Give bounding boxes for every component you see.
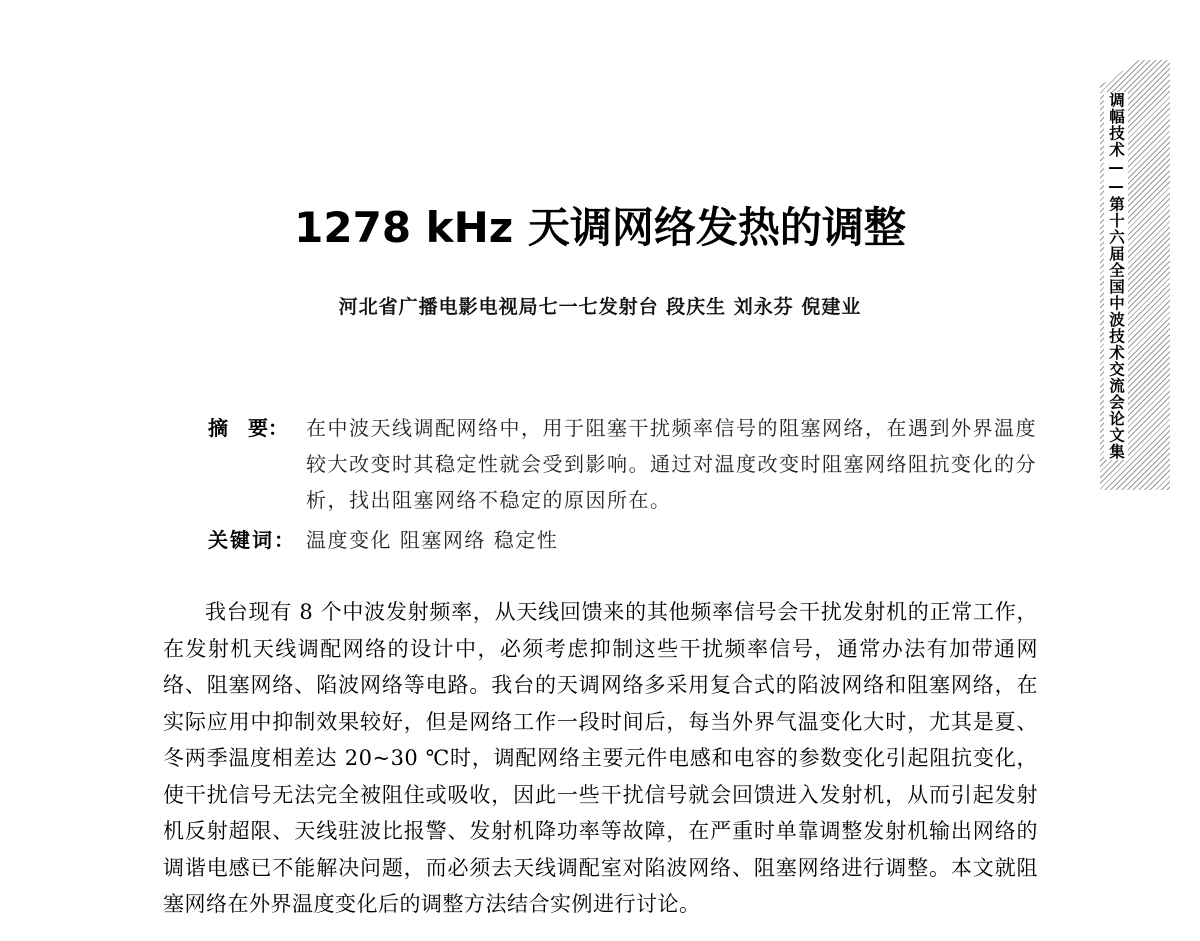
keywords-label: 关键词： xyxy=(208,528,296,552)
keywords-row xyxy=(208,522,1038,558)
abstract-label: 摘 要： xyxy=(208,416,288,440)
author-affiliation: 河北省广播电影电视局七一七发射台 段庆生 刘永芬 倪建业 xyxy=(338,296,862,318)
side-tab-label: 调幅技术——第十六届全国中波技术交流会论文集 xyxy=(1104,92,1128,460)
body-paragraph: 我台现有 8 个中波发射频率，从天线回馈来的其他频率信号会干扰发射机的正常工作，在发射机天线调配网络的设计中，必须考虑抑制这些干扰频率信号，通常办法有加带通网络、阻塞网络、陷波网络等电路。我台的天调网络多采用复合式的陷波网络和阻塞网络，在实际应用中抑制效果较好，但是网络工作一段时间后，每当外界气温变化大时，尤其是夏、冬两季温度相差达 20~30 ℃时，调配网络主要元件电感和电容的参数变化引起阻抗变化，使干扰信号无法完全被阻住或吸收，因此一些干扰信号就会回馈进入发射机，从而引起发射机反射超限、天线驻波比报警、发射机降功率等故障，在严重时单靠调整发射机输出网络的调谐电感已不能解决问题，而必须去天线调配室对陷波网络、阻塞网络进行调整。本文就阻塞网络在外界温度变化后的调整方法结合实例进行讨论。 xyxy=(163,600,1038,916)
keywords-text: 温度变化 阻塞网络 稳定性 xyxy=(306,528,559,552)
abstract-text: 在中波天线调配网络中，用于阻塞干扰频率信号的阻塞网络，在遇到外界温度较大改变时其稳定性就会受到影响。通过对温度改变时阻塞网络阻抗变化的分析，找出阻塞网络不稳定的原因所在。 xyxy=(306,416,1037,512)
abstract-section xyxy=(208,410,1038,558)
paper-title: 1278 kHz 天调网络发热的调整 xyxy=(294,203,906,252)
abstract-row xyxy=(208,410,1038,518)
